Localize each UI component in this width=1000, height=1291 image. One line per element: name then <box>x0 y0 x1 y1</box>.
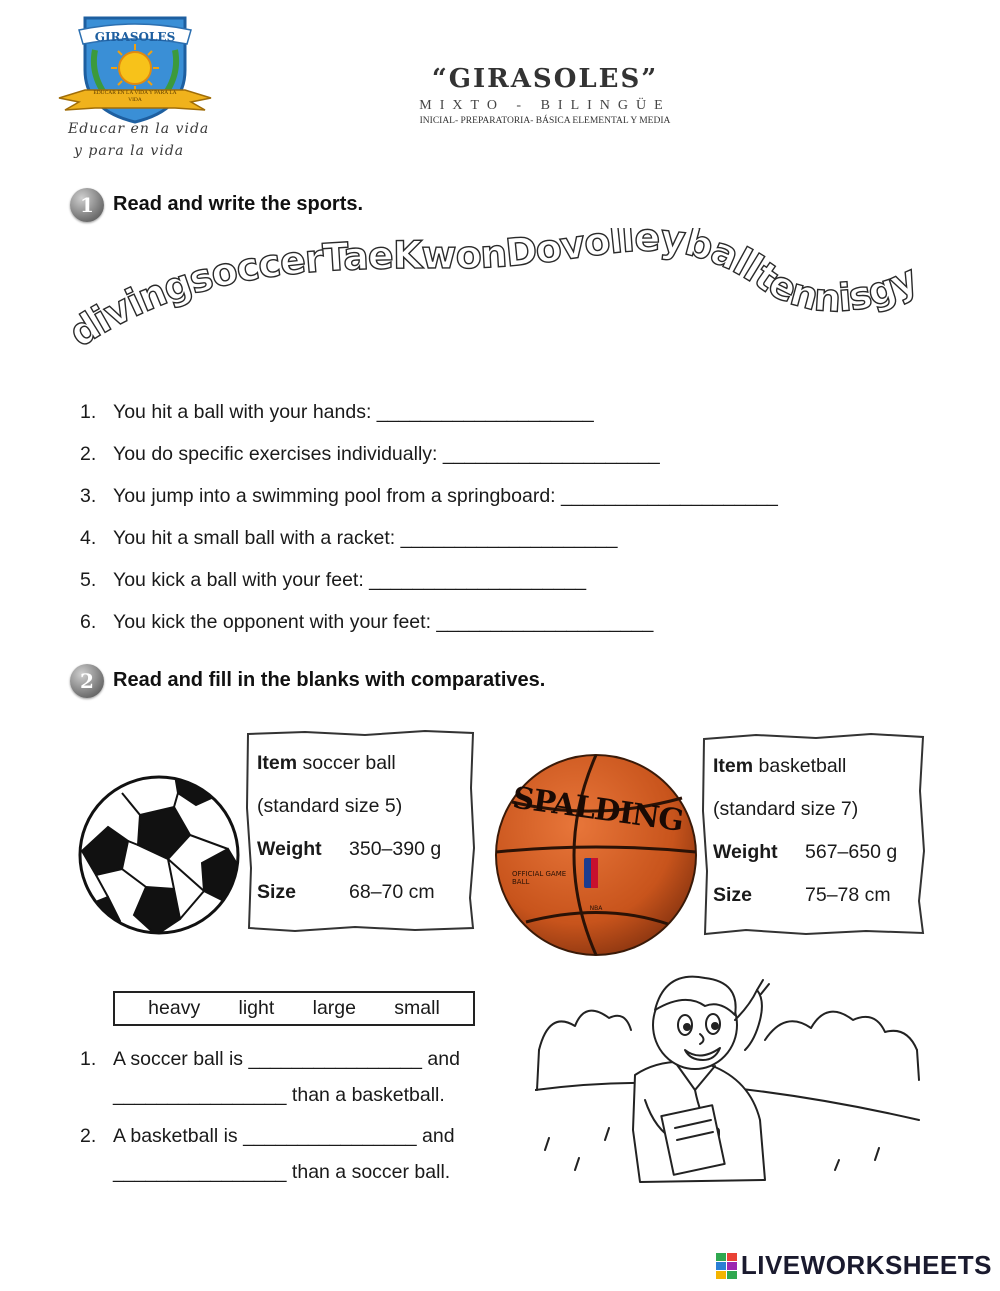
liveworksheets-logo-icon <box>716 1253 738 1279</box>
fill-line-1: A basketball is ________________ and <box>113 1125 455 1147</box>
question-number: 4. <box>80 527 97 549</box>
basketball-weight-value: 567–650 g <box>805 841 898 863</box>
fill-item <box>80 1041 460 1113</box>
footer-brand-text: LIVEWORKSHEETS <box>740 1250 992 1280</box>
soccer-item-label: Item <box>257 752 298 774</box>
section-1-title: Read and write the sports. <box>113 193 364 215</box>
school-name: “GIRASOLES” <box>431 64 659 94</box>
question-list <box>80 396 960 648</box>
soccer-weight-label: Weight <box>257 838 322 860</box>
fill-line-1: A soccer ball is ________________ and <box>113 1048 460 1070</box>
question-number: 5. <box>80 569 97 591</box>
basketball-item-value: basketball <box>758 755 847 777</box>
basketball-brand: SPALDING <box>510 780 686 840</box>
soccer-note: (standard size 5) <box>257 795 403 817</box>
basketball-image <box>492 752 700 958</box>
word-bank <box>113 991 475 1026</box>
word-wave-textpath: divingsoccerTaeKwonDovolleyballtennisgy <box>61 228 924 356</box>
fill-line-2: ________________ than a basketball. <box>113 1084 445 1106</box>
question-number: 1. <box>80 401 97 423</box>
basketball-weight-label: Weight <box>713 841 778 863</box>
basketball-note: (standard size 7) <box>713 798 859 820</box>
word-bank-item: light <box>238 997 275 1019</box>
footer-brand <box>716 1250 992 1281</box>
soccer-item-value: soccer ball <box>302 752 396 774</box>
question-item <box>80 522 960 564</box>
soccer-size-value: 68–70 cm <box>349 881 435 903</box>
question-text: You kick the opponent with your feet: ____________________ <box>113 611 654 633</box>
basketball-size-label: Size <box>713 884 753 906</box>
logo-ribbon-text: EDUCAR EN LA VIDA Y PARA LA VIDA <box>93 90 177 103</box>
question-text: You jump into a swimming pool from a springboard: ____________________ <box>113 485 778 507</box>
word-bank-item: small <box>394 997 440 1019</box>
question-number: 2. <box>80 443 97 465</box>
soccer-info-card <box>245 728 477 934</box>
soccer-weight-value: 350–390 g <box>349 838 442 860</box>
svg-text:NBA: NBA <box>589 905 603 912</box>
soccer-size-label: Size <box>257 881 297 903</box>
school-type: MIXTO - BILINGÜE <box>419 98 671 113</box>
question-number: 6. <box>80 611 97 633</box>
school-motto <box>68 118 209 162</box>
motto-line-2: y para la vida <box>74 143 185 159</box>
word-wave-text <box>60 228 924 355</box>
section-2-number: 2 <box>70 664 104 698</box>
question-item <box>80 606 960 648</box>
basketball-info-card <box>701 731 927 937</box>
question-item <box>80 480 960 522</box>
question-number: 3. <box>80 485 97 507</box>
question-item <box>80 564 960 606</box>
fill-number: 1. <box>80 1048 97 1070</box>
basketball-size-value: 75–78 cm <box>805 884 891 906</box>
question-text: You hit a small ball with a racket: ____________________ <box>113 527 618 549</box>
word-bank-item: heavy <box>148 997 201 1019</box>
basketball-small-print: OFFICIAL GAME BALL <box>512 870 567 886</box>
question-text: You do specific exercises individually: ____________________ <box>113 443 660 465</box>
question-item <box>80 396 960 438</box>
logo-banner-text: GIRASOLES <box>94 30 176 44</box>
basketball-item-label: Item <box>713 755 754 777</box>
motto-line-1: Educar en la vida <box>68 121 210 137</box>
school-levels: INICIAL- PREPARATORIA- BÁSICA ELEMENTAL Y MEDIA <box>419 116 671 126</box>
question-item <box>80 438 960 480</box>
question-text: You kick a ball with your feet: ____________________ <box>113 569 587 591</box>
word-wave <box>60 228 940 378</box>
coach-illustration <box>535 970 925 1190</box>
section-2-title: Read and fill in the blanks with comparatives. <box>113 669 546 691</box>
soccer-ball-image <box>78 775 240 935</box>
section-1-number: 1 <box>70 188 104 222</box>
question-text: You hit a ball with your hands: ____________________ <box>113 401 594 423</box>
fill-number: 2. <box>80 1125 97 1147</box>
fill-item <box>80 1118 455 1190</box>
word-bank-item: large <box>312 997 356 1019</box>
fill-line-2: ________________ than a soccer ball. <box>113 1161 451 1183</box>
